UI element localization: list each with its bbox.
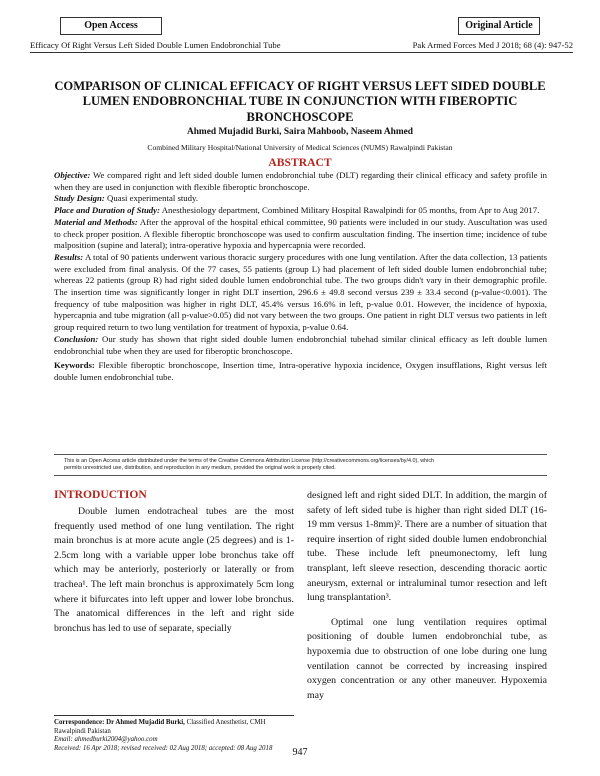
- left-column: [54, 487, 294, 636]
- abstract-methods: [54, 217, 547, 252]
- received-dates: Received: 16 Apr 2018; revised received: 02 Aug 2018; accepted: 08 Aug 2018: [54, 745, 273, 753]
- conclusion-text: Our study has shown that right sided double lumen endobronchial tubehad similar clinical efficacy as left double lumen endobronchial tube when they are used for fiberoptic bronchoscope.: [54, 333, 547, 356]
- conclusion-label: Conclusion:: [54, 333, 99, 344]
- place-label: Place and Duration of Study:: [54, 205, 160, 216]
- design-text: Quasi experimental study.: [104, 193, 199, 204]
- place-text: Anesthesiology department, Combined Military Hospital Rawalpindi for 05 months, from Apr to Aug 2017.: [159, 205, 540, 216]
- introduction-heading: INTRODUCTION: [54, 488, 147, 501]
- author-list: Ahmed Mujadid Burki, Saira Mahboob, Naseem Ahmed: [186, 127, 414, 137]
- running-title: Efficacy Of Right Versus Left Sided Double Lumen Endobronchial Tube: [30, 40, 281, 50]
- design-label: Study Design:: [54, 193, 105, 204]
- correspondence-label: Correspondence: Dr Ahmed Mujadid Burki,: [54, 719, 185, 726]
- methods-label: Material and Methods:: [54, 216, 138, 227]
- license-line-2: permits unrestricted use, distribution, and reproduction in any medium, provided the original work is properly cited.: [64, 465, 336, 471]
- license-line-1: This is an Open Access article distributed under the terms of the Creative Commons Attribution License (http://creativecommons.org/licenses/by/4.0), which: [64, 458, 435, 464]
- abstract-design: [54, 193, 547, 205]
- right-column: [307, 489, 547, 703]
- running-header: [30, 40, 573, 53]
- intro-paragraph-1: Double lumen endotracheal tubes are the most frequently used method of one lung ventilation. The right main bronchus is at more acute angle (25 degrees) and is 1-2.5cm long with a variable upper lobe bronchus take off which may be anteriorly, posteriorly or laterally or from trachea¹. The left main bronchus is approximately 5cm long where it bifurcates into left upper and lower lobe bronchus. The anatomical differences in the left and right side bronchus has led to use of separate, specially: [54, 506, 294, 634]
- abstract-objective: [54, 170, 547, 193]
- page-number: 947: [292, 747, 308, 758]
- methods-text: After the approval of the hospital ethical committee, 90 patients were included in our study. Auscultation was used to check proper position. A flexible fiberoptic bronchoscope was used to confirm auscultation finding. The insertion time; incidence of tube malposition (supine and lateral); intra-operative hypoxia and hypercapnia were recorded.: [54, 216, 547, 251]
- objective-text: We compared right and left sided double lumen endobronchial tube (DLT) regarding their clinical efficacy and safety profile in when they are used in conjunction with flexible fiberoptic bronchoscope.: [54, 170, 547, 192]
- correspondence-text: Classified Anesthetist, CMH Rawalpindi Pakistan: [54, 719, 266, 735]
- abstract-keywords: [54, 360, 547, 383]
- objective-label: Objective:: [54, 170, 91, 180]
- correspondence-email: Email: ahmedburki2004@yahoo.com: [54, 736, 158, 744]
- article-type-badge: Original Article: [458, 17, 540, 35]
- affiliation: Combined Military Hospital/National University of Medical Sciences (NUMS) Rawalpindi Pakistan: [147, 143, 453, 152]
- abstract-body: [54, 170, 547, 384]
- intro-paragraph-2: designed left and right sided DLT. In addition, the margin of safety of left sided tube is higher than right sided DLT (16-19 mm versus 1-8mm)². There are a number of situation that require insertion of right sided double lumen endobronchial tube. These include left pneumonectomy, left lung transplant, left sleeve resection, descending thoracic aortic aneurysm, external or intraluminal tumor resection and left lung transplantation³.: [307, 490, 547, 604]
- license-notice: [54, 454, 547, 476]
- abstract-heading: ABSTRACT: [268, 156, 332, 169]
- keywords-label: Keywords:: [54, 360, 95, 371]
- open-access-badge: Open Access: [60, 17, 162, 35]
- correspondence-line: [54, 719, 294, 736]
- intro-paragraph-3: Optimal one lung ventilation requires optimal positioning of double lumen endobronchial tube, as hypoxemia due to obstruction of one lobe during one lung ventilation cannot be corrected by increasing inspired oxygen concentration or any other maneuver. Hypoxemia may: [307, 616, 547, 701]
- journal-reference: Pak Armed Forces Med J 2018; 68 (4): 947-52: [412, 40, 573, 50]
- abstract-place: [54, 205, 547, 217]
- results-label: Results:: [54, 251, 84, 262]
- results-text: A total of 90 patients underwent various thoracic surgery procedures with one lung ventilation. After the data collection, 13 patients were excluded from final analysis. Of the 77 cases, 55 patients (group L) had placement of left sided double lumen endobronchial tube; whereas 22 patients (group R) had right sided double lumen endobronchial tube. The two groups didn't vary in their demographic profile. The insertion time was significantly longer in right DLT insertion, 296.6 ± 49.8 second versus 239 ± 33.4 second (p-value<0.001). The frequency of tube malposition was higher in right DLT, 45.4% versus 16.6% in left, p-value 0.01. However, the incidence of hypoxia, hypercapnia and tube migration (all p-value>0.05) did not vary between the two groups. One patient in right DLT versus two patients in left group required return to two lung ventilation for treatment of hypoxia, p-value 0.64.: [54, 251, 547, 333]
- abstract-results: [54, 252, 547, 334]
- paper-title: COMPARISON OF CLINICAL EFFICACY OF RIGHT VERSUS LEFT SIDED DOUBLE LUMEN ENDOBRONCHIAL TUBE IN CONJUNCTION WITH FIBEROPTIC BRONCHOSCOPE: [54, 79, 546, 124]
- keywords-text: Flexible fiberoptic bronchoscope, Insertion time, Intra-operative hypoxia incidence, Oxygen insufflations, Right versus left double lumen endobronchial tube.: [54, 360, 547, 382]
- abstract-conclusion: [54, 334, 547, 357]
